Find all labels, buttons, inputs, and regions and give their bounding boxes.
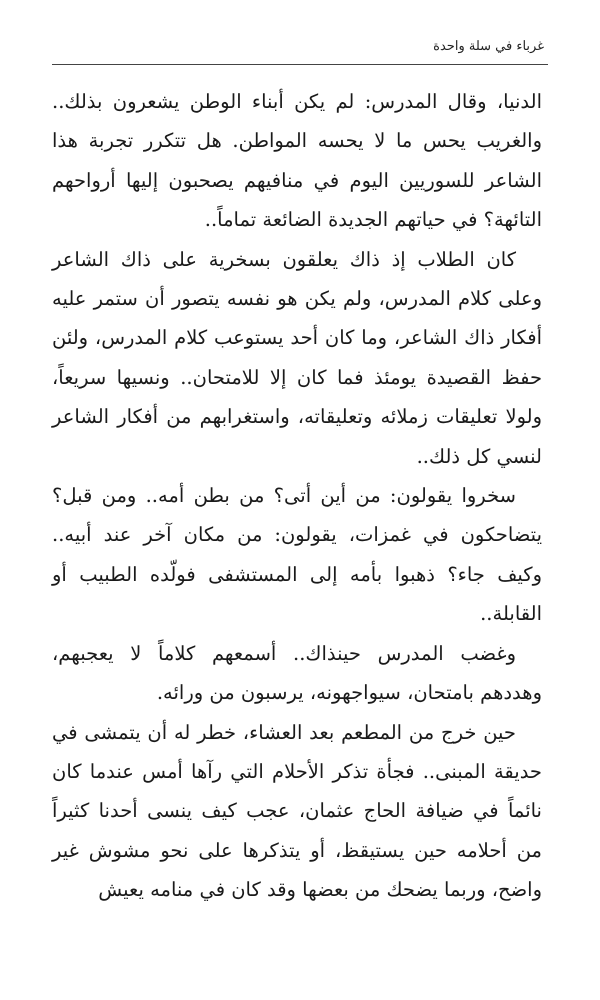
paragraph: كان الطلاب إذ ذاك يعلقون بسخرية على ذاك الشاعر وعلى كلام المدرس، ولم يكن هو نفسه يتصور أن ستمر عليه أفكار ذاك الشاعر، وما كان أحد يستوعب كلام المدرس، ولئن حفظ القصيدة يومئذ فما كان إلا للامتحان.. ونسيها سريعاً، ولولا تعليقات زملائه وتعليقاته، واستغرابهم من أفكار الشاعر لنسي كل ذلك.. bbox=[52, 247, 542, 468]
paragraph: حين خرج من المطعم بعد العشاء، خطر له أن يتمشى في حديقة المبنى.. فجأة تذكر الأحلام التي رآها أمس عندما كان نائماً في ضيافة الحاج عثمان، عجب كيف ينسى أحدنا كثيراً من أحلامه حين يستيقظ، أو يتذكرها على نحو مشوش غير واضح، وربما يضحك من بعضها وقد كان في منامه يعيش bbox=[52, 720, 542, 902]
paragraph: سخروا يقولون: من أين أتى؟ من بطن أمه.. ومن قبل؟ يتضاحكون في غمزات، يقولون: من مكان آخر عند أبيه.. وكيف جاء؟ ذهبوا بأمه إلى المستشفى فولّده الطبيب أو القابلة.. bbox=[52, 484, 542, 626]
paragraph: وغضب المدرس حينذاك.. أسمعهم كلاماً لا يعجبهم، وهددهم بامتحان، سيواجهونه، يرسبون من ورائه. bbox=[52, 641, 542, 705]
running-header bbox=[56, 36, 544, 62]
header-rule bbox=[52, 64, 548, 65]
body-text bbox=[52, 82, 542, 910]
paragraph-continued: الدنيا، وقال المدرس: لم يكن أبناء الوطن يشعرون بذلك.. والغريب يحس ما لا يحسه المواطن. هل تتكرر تجربة هذا الشاعر للسوريين اليوم في منافيهم يصحبون إليها أرواحهم التائهة؟ في حياتهم الجديدة الضائعة تماماً.. bbox=[52, 90, 542, 232]
running-title: غرباء في سلة واحدة bbox=[433, 39, 544, 54]
